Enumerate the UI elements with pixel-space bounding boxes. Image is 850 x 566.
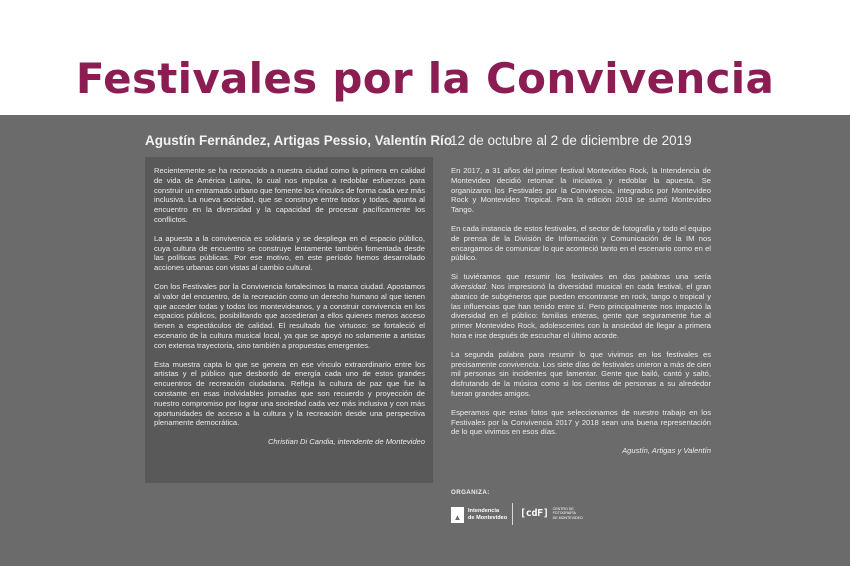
cdf-logo: [cdF] CENTRO DE FOTOGRAFÍA DE MONTEVIDEO xyxy=(520,507,583,520)
date-range: 12 de octubre al 2 de diciembre de 2019 xyxy=(450,133,692,148)
intendencia-logo: ▲ Intendencia de Montevideo xyxy=(451,505,507,525)
authors-line: Agustín Fernández, Artigas Pessio, Valentín Río xyxy=(145,133,453,148)
body-column xyxy=(451,166,711,456)
body-paragraph: En cada instancia de estos festivales, el sector de fotografía y todo el equipo de prensa de la División de Información y Comunicación de la IM nos encargamos de comunicar lo que aconteció tanto en el escenario como en el público. xyxy=(451,223,711,263)
intendencia-emblem-icon: ▲ xyxy=(451,507,464,523)
intro-paragraph: Recientemente se ha reconocido a nuestra ciudad como la primera en calidad de vida de América Latina, lo cual nos impulsa a redoblar esfuerzos para construir un entramado urbano que fomente los vínculos de forma cada vez más inclusiva. La nueva sociedad, que se construye entre todos y todas, apunta al encuentro en la diversidad y la capacidad de procesar pacíficamente los conflictos. xyxy=(154,166,425,224)
body-paragraph: En 2017, a 31 años del primer festival Montevideo Rock, la Intendencia de Montevideo decidió retomar la iniciativa y redoblar la apuesta. Se organizaron los Festivales por la Convivencia, integrados por Montevideo Rock y Montevideo Tropical. Para la edición 2018 se sumó Montevideo Tango. xyxy=(451,166,711,215)
page-title: Festivales por la Convivencia xyxy=(75,54,775,103)
body-paragraph: Si tuviéramos que resumir los festivales en dos palabras una sería diversidad. Nos impresionó la diversidad musical en cada festival, el gran abanico de subgéneros que pueden encontrarse en rock, tango o tropical y las influencias que han tenido entre sí. Pero principalmente nos impactó la diversidad en el público: familias enteras, gente que seguramente fue al primer Montevideo Rock, adolescentes con la ansiedad de llegar a primera hora e irse después de escuchar el último acorde. xyxy=(451,272,711,340)
intro-paragraph: Con los Festivales por la Convivencia fortalecimos la marca ciudad. Apostamos al valor del encuentro, de la recreación como un derecho humano al que tienen que acceder todas y todos los montevideanos, y a construir convivencia en los espacios públicos, posibilitando que accedieran a ellos quienes menos acceso tienen a espectáculos de calidad. El resultado fue virtuoso: se fortaleció el escenario de la cultura musical local, ya que se apoyó no solamente a artistas con extensa trayectoria, sino también a propuestas emergentes. xyxy=(154,281,425,350)
emphasis-diversidad: diversidad xyxy=(451,281,486,291)
intro-paragraph: La apuesta a la convivencia es solidaria y se despliega en el espacio público, cuya cultura de encuentro se construye lentamente también fomentada desde las políticas públicas. Por ese motivo, en este período hemos desarrollado acciones urbanas con vistas al cambio cultural. xyxy=(154,233,425,273)
body-paragraph: Esperamos que estas fotos que seleccionamos de nuestro trabajo en los Festivales por la Convivencia 2017 y 2018 sean una buena representación de lo que vivimos en esos días. xyxy=(451,407,711,437)
intro-signature: Christian Di Candia, intendente de Montevideo xyxy=(267,437,425,447)
body-signature: Agustín, Artigas y Valentín xyxy=(622,446,711,456)
emphasis-convivencia: convivencia xyxy=(498,359,539,369)
body-paragraph: La segunda palabra para resumir lo que vivimos en los festivales es precisamente convivencia. Los siete días de festivales unieron a más de cien mil personas sin incidentes que lamentar. Gente que bailó, cantó y saltó, disfrutando de la música como si los cientos de personas a su alrededor fueran grandes amigos. xyxy=(451,349,711,398)
organiza-label: ORGANIZA: xyxy=(451,489,490,496)
intro-box xyxy=(145,157,433,483)
logo-divider xyxy=(512,503,513,525)
cdf-mark: [cdF] xyxy=(520,508,549,520)
intro-paragraph: Esta muestra capta lo que se genera en ese vínculo extraordinario entre los artistas y el público que desbordó de energía cada uno de estos grandes encuentros de recreación ciudadana. Refleja la cultura de paz que fue la constante en esas inolvidables jornadas que son recuerdo y proyección de nuestro compromiso por lograr una sociedad cada vez más inclusiva y con más oportunidades de acceso a la cultura y la recreación desde una perspectiva plenamente democrática. xyxy=(154,359,425,428)
